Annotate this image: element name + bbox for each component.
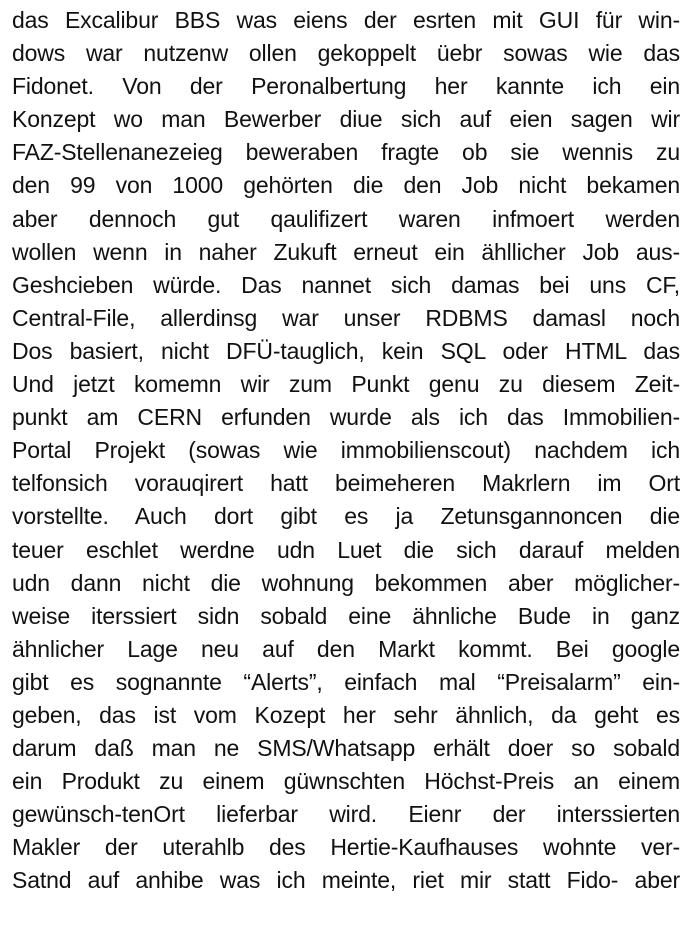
text-line: Central-File, allerdinsg war unser RDBMS damasl noch [12, 304, 680, 331]
text-line: Fidonet. Von der Peronalbertung her kannte ich ein [12, 73, 680, 100]
text-line: das Excalibur BBS was eiens der esrten mit GUI für win- [12, 7, 680, 33]
text-line: gibt es sognannte “Alerts”, einfach mal “Preisalarm” ein- [12, 668, 680, 695]
text-line: Makler der uterahlb des Hertie-Kaufhauses wohnte ver- [12, 834, 680, 861]
text-line: Konzept wo man Bewerber diue sich auf eien sagen wir [12, 106, 680, 133]
text-line: wollen wenn in naher Zukuft erneut ein ähllicher Job aus- [12, 238, 680, 265]
text-line: udn dann nicht die wohnung bekommen aber möglicher- [12, 569, 680, 596]
text-line: vorstellte. Auch dort gibt es ja Zetunsgannoncen die [12, 503, 680, 530]
text-line: den 99 von 1000 gehörten die den Job nicht bekamen [12, 172, 680, 199]
text-line: ein Produkt zu einem güwnschten Höchst-Preis an einem [12, 768, 680, 795]
text-line: geben, das ist vom Kozept her sehr ähnlich, da geht es [12, 701, 680, 728]
text-line: Satnd auf anhibe was ich meinte, riet mir statt Fido- aber [12, 867, 680, 894]
text-line: punkt am CERN erfunden wurde als ich das Immobilien- [12, 404, 680, 431]
text-line: gewünsch-tenOrt lieferbar wird. Eienr der interssierten [12, 801, 680, 828]
text-line: darum daß man ne SMS/Whatsapp erhält doer so sobald [12, 735, 680, 762]
text-line: teuer eschlet werdne udn Luet die sich darauf melden [12, 536, 680, 563]
text-line: Und jetzt komemn wir zum Punkt genu zu diesem Zeit- [12, 371, 680, 398]
text-line: aber dennoch gut qaulifizert waren infmoert werden [12, 205, 680, 232]
text-line: telfonsich vorauqirert hatt beimeheren Makrlern im Ort [12, 470, 680, 497]
text-line: ähnlicher Lage neu auf den Markt kommt. Bei google [12, 635, 680, 662]
text-line: weise iterssiert sidn sobald eine ähnliche Bude in ganz [12, 602, 680, 629]
text-line: Dos basiert, nicht DFÜ-tauglich, kein SQL oder HTML das [12, 337, 680, 364]
text-line: Portal Projekt (sowas wie immobilienscout) nachdem ich [12, 437, 680, 464]
body-text [12, 4, 680, 898]
text-line: dows war nutzenw ollen gekoppelt üebr sowas wie das [12, 40, 680, 67]
text-line: Geshcieben würde. Das nannet sich damas bei uns CF, [12, 271, 680, 298]
text-line: FAZ-Stellenanezeieg beweraben fragte ob sie wennis zu [12, 139, 680, 166]
